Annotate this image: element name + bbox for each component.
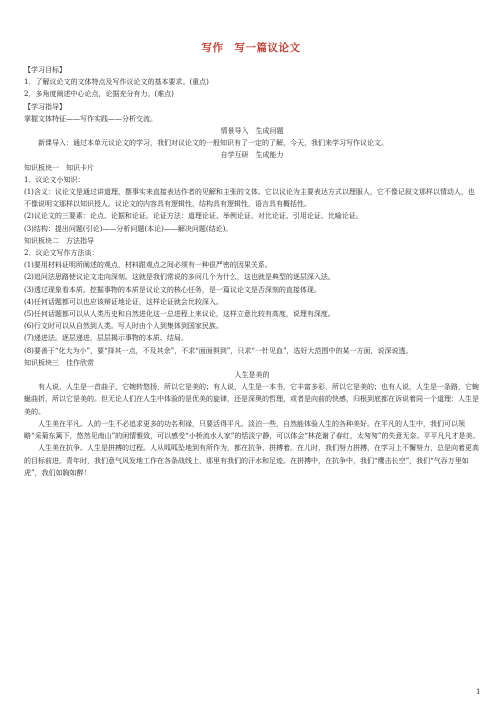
paragraph: (3)结构：提出问题(引论)——分析问题(本论)——解决问题(结论)。 — [24, 224, 233, 233]
paragraph: 1．议论文小知识： — [24, 175, 85, 184]
section-heading: 人生是美的 — [234, 371, 270, 380]
page-number: 1 — [476, 688, 481, 696]
document-title: 写作 写一篇议论文 — [201, 42, 301, 54]
paragraph: (8)要善于“化大为小”，要“择其一点，不及其余”，不求“面面俱到”，只求“一针见血”，选好大范围中的某一方面，说深说透。 — [24, 346, 413, 355]
paragraph: (7)递进法。逐层递进，层层揭示事物的本质、结局。 — [24, 334, 188, 343]
section-heading: 情景导入 生成问题 — [220, 127, 284, 136]
paragraph: 人生美在抗争。人生是拼搏的过程。人从呱呱坠地到有所作为，都在抗争、拼搏着。在儿时，我们努力拼搏，在学习上不懈努力，总是向着更高的目标前进。青年时，我们意气风发地工作在各条战线上，那里有我们的汗水和足迹。在拼搏中，在抗争中，我们“鹰击长空”，我们“气吞万里如虎”，我们如胸如醉！ — [24, 444, 479, 477]
paragraph: 2．多角度阐述中心论点，论据充分有力。(难点) — [24, 90, 174, 99]
paragraph: (3)透过现象看本质。挖掘事物的本质是议论文的核心任务，是一篇议论文是否深刻的直接体现。 — [24, 285, 321, 294]
paragraph: 有人说，人生是一首曲子，它婉转悠扬，所以它是美的；有人说，人生是一本书，它丰富多彩，所以它是美的；也有人说，人生是一条路，它蜿蜒曲折，所以它是美的。但无论人们在人生中体验的是优美的旋律，还是深奥的哲理，或者是向前的快感，归根到底都在诉说着同一个道理：人生是美的。 — [24, 383, 479, 416]
paragraph: (1)含义：议论文是通过讲道理、摆事实来直接表达作者的见解和主张的文体。它以议论为主要表达方式以理服人，它不像记叙文那样以情动人，也不像说明文那样以知识授人。议论文的内容具有逻辑性，结构具有逻辑性，语言具有概括性。 — [24, 188, 475, 209]
paragraph: 【学习指导】 — [24, 102, 66, 111]
paragraph: (6)行文时可以从自然到人类。写人时由个人到集体到国家民族。 — [24, 322, 223, 331]
document-body — [24, 64, 480, 479]
paragraph: (4)任何话题都可以也应该辩证地论证，这样论证就会比较深入。 — [24, 297, 223, 306]
paragraph: 知识板块三 佳作欣赏 — [24, 358, 94, 367]
paragraph: (5)任何话题都可以从人类历史和自然进化这一总进程上来议论，这样立意比较有高度，说理有深度。 — [24, 310, 335, 319]
paragraph: (1)要用材料证明所阐述的观点，材料跟观点之间必须有一种很严密的因果关系。 — [24, 261, 272, 270]
paragraph: 2．议论文写作方法谈： — [24, 249, 99, 258]
paragraph: (2)追问法思路使议论文走向深刻。这就是我们常说的多问几个为什么，这也就是典型的逐层深入法。 — [24, 273, 335, 282]
paragraph: 知识板块一 知识卡片 — [24, 163, 94, 172]
paragraph: 知识板块二 方法指导 — [24, 236, 94, 245]
paragraph: 【学习目标】 — [24, 66, 66, 74]
paragraph: 1．了解议论文的文体特点及写作议论文的基本要求。(重点) — [24, 78, 209, 87]
paragraph: 人生美在平凡。人的一生不必追求更多的功名利禄，只要活得平凡、淡泊一些，自然能体验人生的各种美好。在平凡的人生中，我们可以领略“采菊东篱下，悠然见南山”的闲情雅致，可以感受“小桥流水人家”的恬淡宁静，可以体会“林花谢了春红，太匆匆”的失意无奈。平平凡凡才是美。 — [24, 419, 480, 441]
paragraph: (2)议论文的三要素：论点、论据和论证。论证方法：道理论证、举例论证、对比论证、引用论证、比喻论证。 — [24, 212, 363, 221]
paragraph: 掌握文体特征——写作实践——分析交流。 — [24, 114, 157, 123]
paragraph: 新课导入：通过本单元议论文的学习，我们对议论文的一般知识有了一定的了解，今天，我们来学习写作议论文。 — [38, 139, 388, 148]
section-heading: 自学互研 生成能力 — [220, 151, 284, 160]
